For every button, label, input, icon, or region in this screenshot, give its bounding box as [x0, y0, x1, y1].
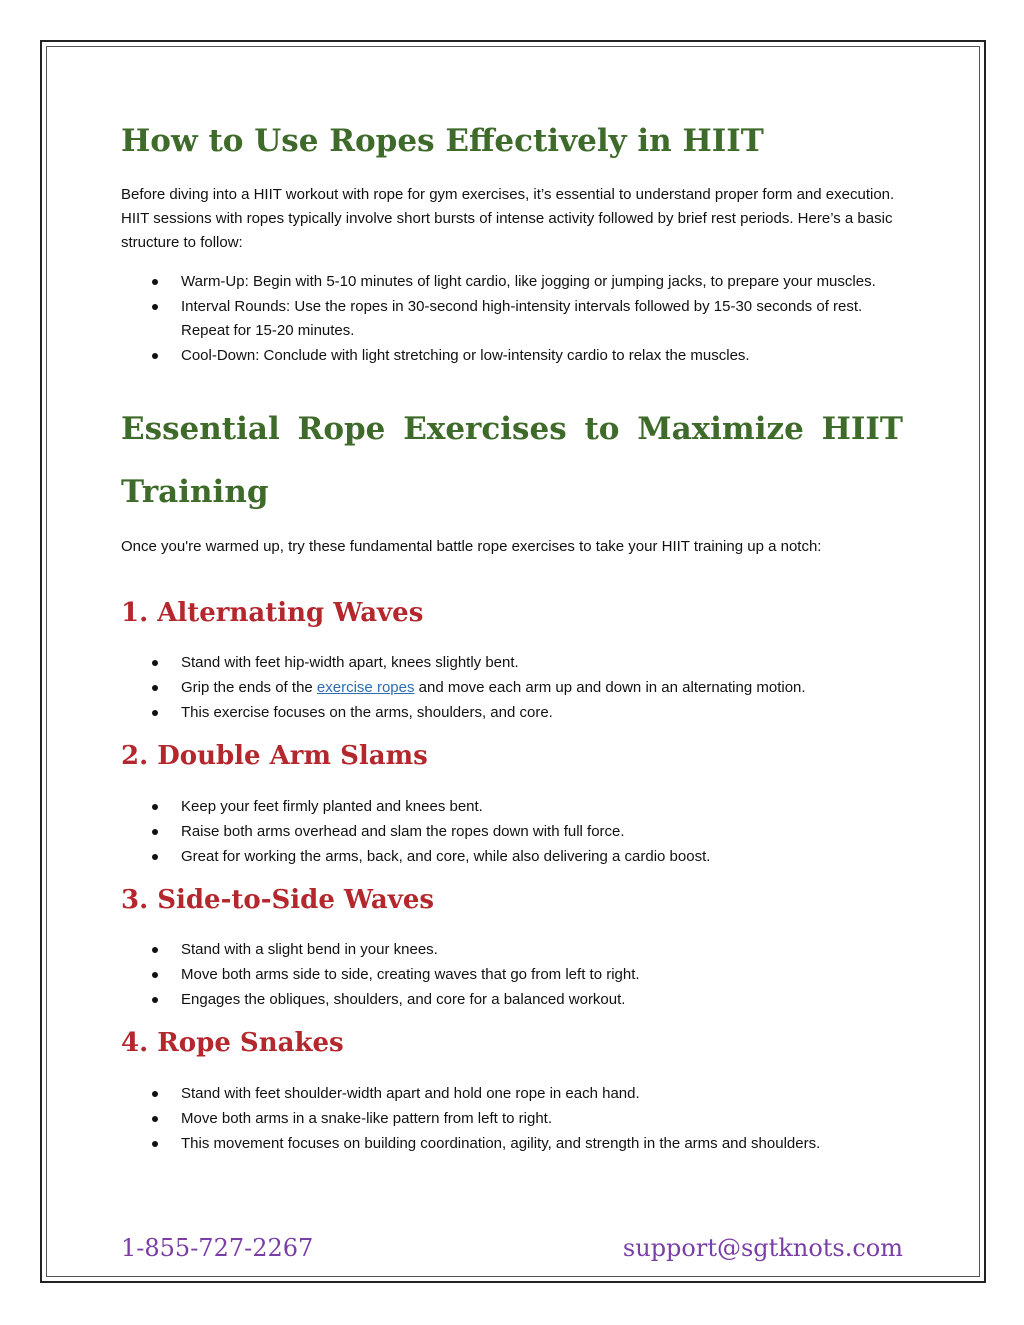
bullet-icon [152, 972, 158, 978]
section-title-essential-exercises: Essential Rope Exercises to Maximize HIIT Training [121, 411, 903, 510]
exercise-title-side-to-side-waves: 3. Side-to-Side Waves [121, 885, 435, 915]
list-item: Stand with feet shoulder-width apart and hold one rope in each hand. [121, 1082, 903, 1106]
bullet-icon [152, 710, 158, 716]
exercise-title-rope-snakes: 4. Rope Snakes [121, 1028, 344, 1058]
exercise-title-double-arm-slams: 2. Double Arm Slams [121, 741, 428, 771]
bullet-icon [152, 353, 158, 359]
exercise-list-rope-snakes [121, 1082, 903, 1157]
list-item: Cool-Down: Conclude with light stretching or low-intensity cardio to relax the muscles. [121, 344, 903, 368]
list-item: This movement focuses on building coordination, agility, and strength in the arms and shoulders. [121, 1132, 903, 1156]
exercises-intro-paragraph: Once you're warmed up, try these fundamental battle rope exercises to take your HIIT training up a notch: [121, 538, 822, 555]
bullet-icon [152, 1141, 158, 1147]
bullet-icon [152, 1116, 158, 1122]
exercise-title-alternating-waves: 1. Alternating Waves [121, 598, 424, 628]
structure-list [121, 270, 903, 369]
bullet-icon [152, 1091, 158, 1097]
bullet-icon [152, 854, 158, 860]
bullet-icon [152, 829, 158, 835]
exercise-ropes-link[interactable]: exercise ropes [316, 679, 415, 696]
exercise-list-double-arm-slams [121, 795, 903, 870]
list-item: Warm-Up: Begin with 5-10 minutes of light cardio, like jogging or jumping jacks, to prepare your muscles. [121, 270, 903, 294]
bullet-icon [152, 947, 158, 953]
exercise-list-alternating-waves [121, 651, 903, 726]
list-item: Engages the obliques, shoulders, and core for a balanced workout. [121, 988, 903, 1012]
list-item: Interval Rounds: Use the ropes in 30-second high-intensity intervals followed by 15-30 seconds of rest. Repeat for 15-20 minutes. [121, 295, 903, 343]
bullet-icon [152, 279, 158, 285]
list-item: Great for working the arms, back, and core, while also delivering a cardio boost. [121, 845, 903, 869]
list-item: Grip the ends of the exercise ropes and move each arm up and down in an alternating motion. [121, 676, 903, 700]
bullet-icon [152, 685, 158, 691]
list-item: Stand with feet hip-width apart, knees slightly bent. [121, 651, 903, 675]
bullet-icon [152, 660, 158, 666]
footer-phone: 1-855-727-2267 [121, 1234, 314, 1262]
list-item: Stand with a slight bend in your knees. [121, 938, 903, 962]
list-item: Keep your feet firmly planted and knees bent. [121, 795, 903, 819]
list-item: Move both arms in a snake-like pattern from left to right. [121, 1107, 903, 1131]
bullet-icon [152, 304, 158, 310]
bullet-icon [152, 804, 158, 810]
bullet-icon [152, 997, 158, 1003]
list-item: Move both arms side to side, creating waves that go from left to right. [121, 963, 903, 987]
list-item: Raise both arms overhead and slam the ropes down with full force. [121, 820, 903, 844]
intro-paragraph: Before diving into a HIIT workout with rope for gym exercises, it’s essential to understand proper form and execution. HIIT sessions with ropes typically involve short bursts of intense activity followed by brief rest periods. Here’s a basic structure to follow: [121, 186, 895, 251]
list-item: This exercise focuses on the arms, shoulders, and core. [121, 701, 903, 725]
footer-email: support@sgtknots.com [622, 1234, 903, 1262]
exercise-list-side-to-side-waves [121, 938, 903, 1013]
section-title-how-to-use: How to Use Ropes Effectively in HIIT [121, 123, 764, 159]
